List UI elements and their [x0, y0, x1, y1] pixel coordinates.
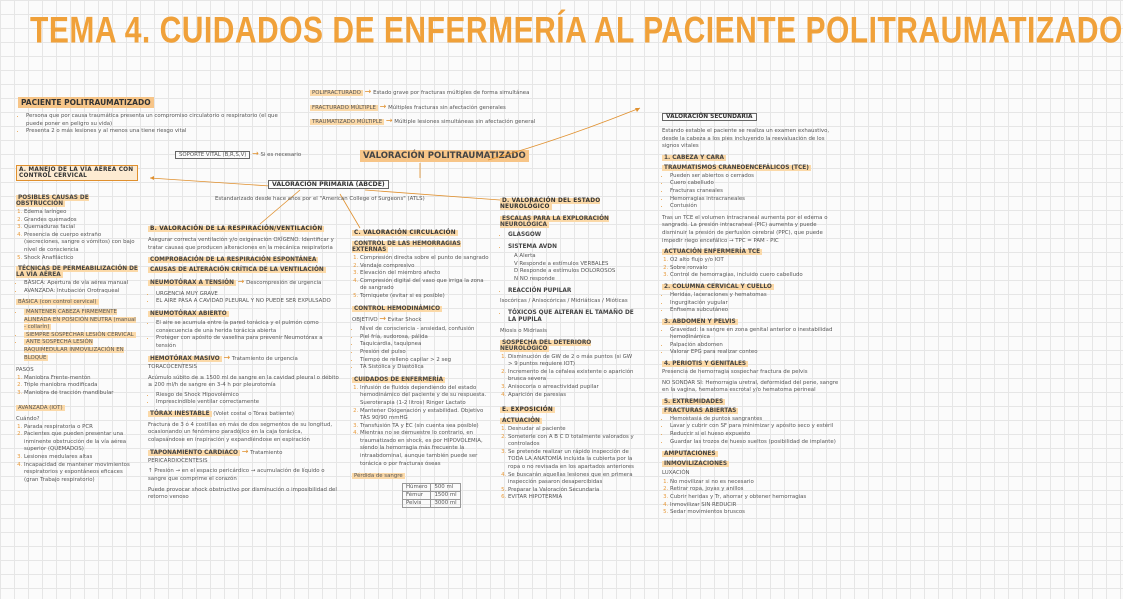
b-neumo-heading: NEUMOTÓRAX A TENSIÓN — [150, 280, 234, 287]
b-hemo-heading: HEMOTÓRAX MASIVO — [150, 356, 220, 363]
table-row — [403, 491, 461, 499]
b-hemo: • Riesgo de Shock Hipovolémico — [156, 392, 340, 400]
def-desc: Múltiple lesiones simultáneas sin afectación general — [394, 119, 536, 126]
sec-s3: 3. ABDOMEN Y PELVIS — [664, 318, 736, 325]
def-desc: Múltiples fracturas sin afectación generales — [388, 104, 506, 111]
c-hemod-heading: CONTROL HEMODINÁMICO — [354, 305, 441, 312]
d-pupilar-txt: Isocóricas / Anisocóricas / Midriáticas / Mióticas — [500, 298, 628, 305]
sec-frac: • Hemostasia de puntos sangrantes — [670, 416, 840, 424]
section-a — [16, 165, 138, 484]
sec-s2-item: • Heridas, laceraciones y hematomas — [670, 292, 840, 300]
a-causa: 2. Grandes quemados — [24, 217, 138, 225]
c-control: 1. Compresión directa sobre el punto de sangrado — [360, 255, 490, 263]
sec-tce: • Hemorragias intracraneales — [670, 196, 840, 204]
e-heading: E. EXPOSICIÓN — [502, 407, 553, 414]
a-avanzada: 2. Pacientes que pueden presentar una inminente obstrucción de la vía aérea superior (QUEMADOS) — [24, 431, 138, 454]
c-perdida-hueso: Fémur — [403, 491, 431, 499]
a-tec: • BÁSICA: Apertura de vía aérea manual — [24, 280, 138, 288]
e-act: 3. Se pretende realizar un rápido inspección de TODA LA ANATOMÍA incluida la cubierta por la ropa o no revisada en los apartados anteriores — [508, 449, 636, 472]
d-toxicos: • TÓXICOS QUE ALTERAN EL TAMAÑO DE LA PUPILA — [508, 310, 636, 325]
e-act: 6. EVITAR HIPOTERMIA — [508, 494, 636, 502]
b-hemo-txt: Acúmulo súbito de ≥ 1500 ml de sangre en la cavidad pleural o débito ≥ 200 ml/h de sangre en 3-4 h por pleurotomía — [148, 374, 339, 389]
b-abierto: • Proteger con apósito de vaselina para prevenir Neumotórax a tensión — [156, 335, 340, 350]
c-hemod: • Nivel de consciencia - ansiedad, confusión — [360, 326, 490, 334]
d-sosp: 1. Disminución de GW de 2 o más puntos (si GW > 9 puntos requiere IOT) — [508, 354, 636, 369]
arrow-to-a — [150, 178, 270, 186]
a-causas-heading: POSIBLES CAUSAS DE OBSTRUCCIÓN — [16, 195, 89, 207]
sec-tce: • Cuero cabelludo — [670, 180, 840, 188]
d-avdn-item: A Alerta — [514, 253, 536, 260]
paciente-item: • Presenta 2 o más lesiones y al menos una tiene riesgo vital — [26, 128, 283, 136]
sec-tce-act: 1. O2 alto flujo y/o IOT — [670, 257, 840, 265]
c-cuid-heading: CUIDADOS DE ENFERMERÍA — [354, 376, 444, 383]
a-avanzada: 1. Parada respiratoria o PCR — [24, 424, 138, 432]
a-tec: • AVANZADA: Intubación Orotraqueal — [24, 288, 138, 296]
sec-tce: • Fracturas craneales — [670, 188, 840, 196]
sec-s4: 4. PERIOTIS Y GENITALES — [664, 361, 747, 368]
b-tap-txt: ↑ Presión → en el espacio pericárdico → acumulación de líquido o sangre que comprime el corazón — [148, 468, 325, 483]
c-perdida-table — [402, 483, 461, 508]
c-cuid: 1. Infusión de fluidos dependiendo del estado hemodinámico del paciente y de su respuesta. Sueroterapia (1-2 litros) Ringer Lactato — [360, 385, 490, 408]
section-d — [500, 198, 636, 502]
c-hemod: • TA Sistólica y Diastólica — [360, 364, 490, 372]
sec-s2-item: • Enfisema subcutáneo — [670, 307, 840, 315]
b-tap-note: Tratamiento PERICARDIOCENTESIS — [148, 450, 283, 464]
d-avdn-item: V Responde a estímulos VERBALES — [514, 260, 609, 267]
b-neumo: • EL AIRE PASA A CAVIDAD PLEURAL Y NO PUEDE SER EXPULSADO — [156, 298, 340, 306]
c-perdida-hueso: Pelvis — [403, 499, 431, 507]
sec-tce-act: 3. Control de hemorragias, incluido cuero cabelludo — [670, 272, 840, 280]
b-volet-txt: Fractura de 3 ó 4 costillas en más de dos segmentos de su longitud, ocasionando un fenómeno paradójico en la caja torácica, colapsándose en inspiración y expandiéndose en espiración — [148, 421, 333, 443]
def-term: TRAUMATIZADO MÚLTIPLE — [312, 119, 383, 126]
b-abierto-heading: NEUMOTÓRAX ABIERTO — [150, 310, 227, 317]
c-control: 4. Compresión digital del vaso que irriga la zona de sangrado — [360, 278, 490, 293]
b-neumo: • URGENCIA MUY GRAVE — [156, 291, 340, 299]
page-title: TEMA 4. CUIDADOS DE ENFERMERÍA AL PACIENTE POLITRAUMATIZADO — [30, 10, 1123, 52]
a-cuando: Cuándo? — [16, 416, 40, 423]
a-paso: 1. Maniobra Frente-mentón — [24, 375, 138, 383]
sec-s5: 5. EXTREMIDADES — [664, 398, 724, 405]
a-causa: 4. Presencia de cuerpo extraño (secreciones, sangre o vómitos) con bajo nivel de consciencia — [24, 232, 138, 255]
sec-tce-txt: Tras un TCE el volumen intracraneal aumenta por el edema o sangrado. La presión intracraneal (PIC) aumenta y puede disminuir la presión de perfusión cerebral (PPC), que puede impedir riego encefálico → TPC = PAM - PIC — [662, 214, 828, 244]
a-tec-heading: TÉCNICAS DE PERMEABILIZACIÓN DE LA VÍA AÉREA — [16, 266, 138, 279]
soporte-note: Si es necesario — [260, 152, 302, 158]
a-paso: 3. Maniobra de tracción mandibular — [24, 390, 138, 398]
sec-s3-item: • Palpación abdomen — [670, 342, 840, 350]
a-avanzada: 3. Lesiones medulares altas — [24, 454, 138, 462]
b-abierto: • El aire se acumula entre la pared torácica y el pulmón como consecuencia de una herida torácica abierta — [156, 320, 340, 335]
e-act: 1. Desnudar al paciente — [508, 426, 636, 434]
sec-s3-item: • Valorar EPG para realizar conteo — [670, 349, 840, 357]
sec-tce-act: 2. Sobre ronvalo — [670, 265, 840, 273]
a-pasos-heading: PASOS — [16, 367, 34, 374]
section-c: C. VALORACIÓN CIRCULACIÓN CONTROL DE LAS HEMORRAGIAS EXTERNAS 1. Compresión directa sobre el punto de sangrado 2. Vendaje compresivo 3. Elevación del miembro afecto 4. Compresión digital del vaso que irriga la zona de sangrado 5. Torniquete (evitar si es posible) CONTROL HEMODINÁMICO OBJETIVO → Evitar Shock • Nivel de consciencia - ansiedad, confusión • Piel fría, sudorosa, pálida • Taquicardia, taquipnea • Presión del pulso • Tiempo de relleno capilar > 2 seg • TA Sistólica y Diastólica CUIDADOS DE ENFERMERÍA 1. Infusión de fluidos dependiendo del estado hemodinámico del paciente y de su respuesta. Sueroterapia (1-2 litros) Ringer Lactato 2. Mantener Oxigenación y estabilidad. Objetivo TAS 90/90 mmHG 3. Transfusión TA y EC (sin cuenta sea posible) 4. Mientras no se demuestre lo contrario, en traumatizado en shock, es por HIPOVOLEMIA, siendo la hemorragia más frecuente la intraabdominal, aunque también puede ser torácica o por fracturas óseas Pérdida de sangre Húmero 500 ml Fémur 1500 ml Pelvis 3000 ml — [352, 230, 490, 508]
section-secundaria — [662, 103, 840, 517]
a-avanzada-heading: AVANZADA (IOT) — [18, 405, 63, 412]
d-sosp: 4. Aparición de paresias — [508, 392, 636, 400]
sec-luxa-item: 5. Sedar movimientos bruscos — [670, 509, 840, 517]
c-hemod: • Presión del pulso — [360, 349, 490, 357]
a-basica: SIEMPRE SOSPECHAR LESIÓN CERVICAL — [26, 331, 134, 338]
e-act: 4. Se buscarán aquellas lesiones que en primera inspección pasaron desapercibidas — [508, 472, 636, 487]
sec-tce: • Contusión — [670, 203, 840, 211]
a-paso: 2. Triple maniobra modificada — [24, 382, 138, 390]
b-heading: B. VALORACIÓN DE LA RESPIRACIÓN/VENTILACIÓN — [150, 226, 323, 232]
c-cuid: 4. Mientras no se demuestre lo contrario, en traumatizado en shock, es por HIPOVOLEMIA, siendo la hemorragia más frecuente la intraabdominal, aunque también puede ser torácica o por fracturas óseas — [360, 430, 490, 468]
b-comp: COMPROBACIÓN DE LA RESPIRACIÓN ESPONTÁNEA — [150, 257, 317, 264]
b-causas-heading: CAUSAS DE ALTERACIÓN CRÍTICA DE LA VENTILACIÓN — [150, 267, 324, 274]
a-basica-heading: BÁSICA (con control cervical) — [18, 299, 97, 306]
d-avdn: • SISTEMA AVDN — [508, 244, 636, 252]
e-act-heading: ACTUACIÓN — [502, 418, 540, 425]
a-causa: 1. Edema laríngeo — [24, 209, 138, 217]
d-sosp: 2. Incremento de la cefalea existente o aparición brusca severa — [508, 369, 636, 384]
c-obj-note: Evitar Shock — [387, 316, 422, 323]
c-control: 5. Torniquete (evitar si es posible) — [360, 293, 490, 301]
sec-frac: • Guardar las trozos de hueso sueltos (posibilidad de implante) — [670, 439, 840, 447]
c-hemod: • Piel fría, sudorosa, pálida — [360, 334, 490, 342]
sec-luxa-item: 2. Retirar ropa, joyas y anillos — [670, 486, 840, 494]
soporte-vital: SOPORTE VITAL (B,R,S,V) → Si es necesario — [175, 150, 301, 160]
section-b: B. VALORACIÓN DE LA RESPIRACIÓN/VENTILACIÓN Asegurar correcta ventilación y/o oxigenación OXÍGENO. Identificar y tratar causas que producen alteraciones en la mecánica respiratoria COMPROBACIÓN DE LA RESPIRACIÓN ESPONTÁNEA CAUSAS DE ALTERACIÓN CRÍTICA DE LA VENTILACIÓN NEUMOTÓRAX A TENSIÓN → Descompresión de urgencia • URGENCIA MUY GRAVE • EL AIRE PASA A CAVIDAD PLEURAL Y NO PUEDE SER EXPULSADO NEUMOTÓRAX ABIERTO • El aire se acumula entre la pared torácica y el pulmón como consecuencia de una herida torácica abierta • Proteger con apósito de vaselina para prevenir Neumotórax a tensión HEMOTÓRAX MASIVO → Tratamiento de urgencia TORACOCENTESIS Acúmulo súbito de ≥ 1500 ml de sangre en la cavidad pleural o débito ≥ 200 ml/h de sangre en 3-4 h por pleurotomía • Riesgo de Shock Hipovolémico • Imprescindible ventilar correctamente TÓRAX INESTABLE (Volet costal o Tórax batiente) Fractura de 3 ó 4 costillas en más de dos segmentos de su longitud, ocasionando un fenómeno paradójico en la caja torácica, colapsándose en inspiración y expandiéndose en espiración TAPONAMIENTO CARDIACO → Tratamiento PERICARDIOCENTESIS ↑ Presión → en el espacio pericárdico → acumulación de líquido o sangre que comprime el corazón Puede provocar shock obstructivo por disminución o imposibilidad del retorno venoso — [148, 226, 340, 502]
b-hemo-note: Tratamiento de urgencia TORACOCENTESIS — [148, 356, 298, 370]
sec-s1: 1. CABEZA Y CARA — [664, 154, 724, 161]
b-neumo-note: Descompresión de urgencia — [246, 280, 322, 287]
sec-heading: VALORACIÓN SECUNDARIA — [662, 113, 757, 121]
sec-luxa-item: 4. Inmovilizar SIN REDUCIR — [670, 502, 840, 510]
table-row — [403, 483, 461, 491]
sec-frac-heading: FRACTURAS ABIERTAS — [664, 407, 737, 414]
c-obj: OBJETIVO — [352, 316, 378, 323]
d-avdn-item: D Responde a estímulos DOLOROSOS — [514, 268, 616, 275]
d-avdn-item: N NO responde — [514, 275, 555, 282]
b-volet-heading: TÓRAX INESTABLE — [150, 410, 210, 417]
e-act: 5. Preparar la Valoración Secundaria — [508, 487, 636, 495]
table-row — [403, 499, 461, 507]
def-term: POLIFRACTURADO — [312, 90, 361, 96]
a-basica: ANTE SOSPECHA LESIÓN RAQUIMEDULAR INMOVILIZACIÓN EN BLOQUE — [24, 339, 124, 361]
c-perdida-ml: 500 ml — [431, 483, 460, 491]
soporte-box: SOPORTE VITAL (B,R,S,V) — [175, 151, 250, 159]
c-perdida-hueso: Húmero — [403, 483, 431, 491]
sec-s4-txt: Presencia de hemorragia sospechar fractura de pelvis — [662, 369, 808, 376]
definitions: POLIFRACTURADO → Estado grave por fracturas múltiples de forma simultánea FRACTURADO MÚLTIPLE → Múltiples fracturas sin afectación generales TRAUMATIZADO MÚLTIPLE → Múltiple lesiones simultáneas sin afectación general — [312, 87, 536, 126]
d-toxicos-txt: Miosis o Midriasis — [500, 327, 547, 334]
sec-intro: Estando estable el paciente se realiza un examen exhaustivo, desde la cabeza a los pies incluyendo la reevaluación de los signos vitales — [662, 128, 830, 150]
sec-s2-item: • Ingurgitación yugular — [670, 300, 840, 308]
sec-luxa-item: 3. Cubrir heridas y Tr, ahorrar y obtener hemorragias — [670, 494, 840, 502]
c-hemod: • Taquicardia, taquipnea — [360, 341, 490, 349]
a-causa: 5. Shock Anafiláctico — [24, 255, 138, 263]
sec-luxa: LUXACIÓN — [662, 470, 690, 477]
paciente-item: • Persona que por causa traumática presenta un compromiso circulatorio o respiratorio (el que puede poner en peligro su vida) — [26, 113, 283, 128]
def-desc: Estado grave por fracturas múltiples de forma simultánea — [373, 90, 530, 96]
sec-tce-heading: TRAUMATISMOS CRANEOENCEFÁLICOS (TCE) — [664, 164, 809, 171]
arrow-to-secundaria — [488, 108, 640, 160]
sec-luxa-item: 1. No movilizar si no es necesario — [670, 479, 840, 487]
sec-frac: • Reduccir si el hueso expuesto — [670, 431, 840, 439]
sec-frac: • Lavar y cubrir con SF para minimizar y apósito seco y estéril — [670, 423, 840, 431]
b-tap-txt2: Puede provocar shock obstructivo por disminución o imposibilidad del retorno venoso — [148, 486, 337, 501]
sec-s3-item: • Gravedad: la sangre en zona genital anterior o inestabilidad hemodinámica — [670, 327, 840, 342]
sec-tce: • Pueden ser abiertos o cerrados — [670, 173, 840, 181]
c-heading: C. VALORACIÓN CIRCULACIÓN — [354, 230, 456, 236]
d-sosp: 3. Anisocoria o arreactividad pupilar — [508, 384, 636, 392]
d-glasgow: • GLASGOW — [508, 232, 636, 240]
a-heading: A. MANEJO DE LA VÍA AÉREA CON CONTROL CERVICAL — [16, 165, 138, 181]
b-hemo: • Imprescindible ventilar correctamente — [156, 399, 340, 407]
primaria-note: Estandarizado desde hace años por el "American College of Surgeons" (ATLS) — [215, 196, 425, 202]
b-tap-heading: TAPONAMIENTO CARDIACO — [150, 450, 238, 457]
c-perdida-ml: 3000 ml — [431, 499, 460, 507]
c-cuid: 3. Transfusión TA y EC (sin cuenta sea posible) — [360, 423, 490, 431]
c-perdida-heading: Pérdida de sangre — [354, 473, 403, 480]
d-heading: D. VALORACIÓN DEL ESTADO NEUROLÓGICO — [500, 198, 601, 210]
sec-inm-heading: INMOVILIZACIONES — [664, 461, 728, 468]
a-avanzada: 4. Incapacidad de mantener movimientos respiratorios y espontáneos eficaces (gran Trabajo respiratorio) — [24, 462, 138, 485]
d-esc-heading: ESCALAS PARA LA EXPLORACIÓN NEUROLÓGICA — [500, 216, 609, 228]
sec-tce-act-heading: ACTUACIÓN ENFERMERÍA TCE — [664, 249, 761, 256]
c-control-heading: CONTROL DE LAS HEMORRAGIAS EXTERNAS — [352, 241, 461, 253]
a-causa: 3. Quemaduras facial — [24, 224, 138, 232]
c-perdida-ml: 1500 ml — [431, 491, 460, 499]
c-control: 3. Elevación del miembro afecto — [360, 270, 490, 278]
primaria-box: VALORACIÓN PRIMARIA (ABCDE) — [268, 180, 389, 189]
valoracion-heading: VALORACIÓN POLITRAUMATIZADO — [360, 150, 529, 162]
b-intro: Asegurar correcta ventilación y/o oxigenación OXÍGENO. Identificar y tratar causas que producen alteraciones en la mecánica respiratoria — [148, 237, 334, 251]
c-hemod: • Tiempo de relleno capilar > 2 seg — [360, 357, 490, 365]
sec-amp-heading: AMPUTACIONES — [664, 451, 716, 458]
sec-s2: 2. COLUMNA CERVICAL Y CUELLO — [664, 283, 772, 290]
def-term: FRACTURADO MÚLTIPLE — [312, 104, 376, 111]
d-sosp-heading: SOSPECHA DEL DETERIORO NEUROLÓGICO — [500, 339, 592, 352]
sec-s4-txt2: NO SONDAR SI: Hemorragia uretral, deformidad del pene, sangre en la vagina, hematoma escrotal y/o hematoma perineal — [662, 379, 839, 394]
e-act: 2. Someterle con A B C D totalmente valorados y controlados — [508, 434, 636, 449]
d-pupilar: • REACCIÓN PUPILAR — [508, 288, 636, 296]
b-volet-note: Volet costal o Tórax batiente — [215, 410, 292, 417]
paciente-heading: PACIENTE POLITRAUMATIZADO — [18, 97, 154, 108]
c-cuid: 2. Mantener Oxigenación y estabilidad. Objetivo TAS 90/90 mmHG — [360, 408, 490, 423]
a-basica: MANTENER CABEZA FIRMEMENTE ALINEADA EN POSICIÓN NEUTRA (manual - collarín) — [24, 308, 136, 331]
c-control: 2. Vendaje compresivo — [360, 263, 490, 271]
